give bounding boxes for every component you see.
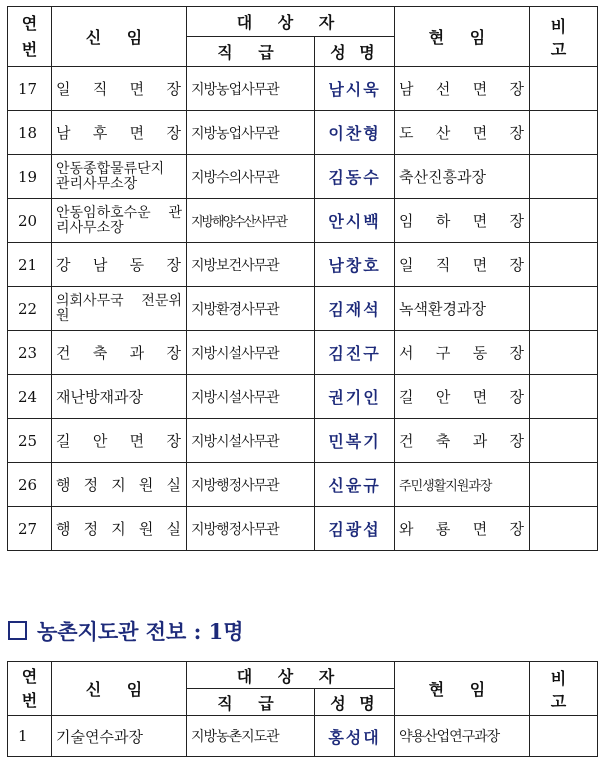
note-cell [530, 199, 598, 243]
grade-cell: 지방행정사무관 [187, 507, 315, 551]
table-row [8, 331, 598, 375]
header-seq-label: 연 번 [21, 13, 38, 59]
note-cell [530, 155, 598, 199]
new-post-cell: 강 남 동 장 [52, 243, 187, 287]
header-note: 비 고 [530, 7, 598, 67]
note-cell [530, 287, 598, 331]
name-cell: 안시백 [315, 199, 395, 243]
current-post-cell: 도 산 면 장 [395, 111, 530, 155]
current-post-cell: 약용산업연구과장 [395, 716, 530, 757]
name-cell: 남창호 [315, 243, 395, 287]
current-post-cell: 일 직 면 장 [395, 243, 530, 287]
header-note: 비 고 [530, 662, 598, 716]
current-post-cell: 와 룡 면 장 [395, 507, 530, 551]
grade-cell: 지방농촌지도관 [187, 716, 315, 757]
name-cell: 민복기 [315, 419, 395, 463]
row-number: 25 [8, 419, 52, 463]
new-post-cell: 재난방재과장 [52, 375, 187, 419]
row-number: 26 [8, 463, 52, 507]
header-seq [8, 662, 52, 716]
name-cell: 남시욱 [315, 67, 395, 111]
new-post-cell: 남 후 면 장 [52, 111, 187, 155]
name-cell: 김동수 [315, 155, 395, 199]
new-post-cell: 기술연수과장 [52, 716, 187, 757]
note-cell [530, 507, 598, 551]
current-post-cell: 건 축 과 장 [395, 419, 530, 463]
header-grade: 직 급 [187, 689, 315, 716]
table-row [8, 243, 598, 287]
current-post-cell: 임 하 면 장 [395, 199, 530, 243]
row-number: 24 [8, 375, 52, 419]
section-heading [8, 616, 244, 646]
current-post-cell: 길 안 면 장 [395, 375, 530, 419]
name-cell: 김진구 [315, 331, 395, 375]
table-row [8, 287, 598, 331]
header-current: 현 임 [395, 7, 530, 67]
header-name: 성 명 [315, 37, 395, 67]
table-row [8, 199, 598, 243]
grade-cell: 지방해양수산사무관 [187, 199, 315, 243]
current-post-cell: 주민생활지원과장 [395, 463, 530, 507]
checkbox-square-icon [8, 621, 27, 640]
row-number: 17 [8, 67, 52, 111]
new-post-cell: 일 직 면 장 [52, 67, 187, 111]
name-cell: 김재석 [315, 287, 395, 331]
row-number: 23 [8, 331, 52, 375]
table-row [8, 716, 598, 757]
new-post-cell: 건 축 과 장 [52, 331, 187, 375]
row-number: 1 [8, 716, 52, 757]
new-post-cell: 안동임하호수운 관리사무소장 [52, 199, 187, 243]
name-cell: 권기인 [315, 375, 395, 419]
name-cell: 홍성대 [315, 716, 395, 757]
header-name: 성 명 [315, 689, 395, 716]
grade-cell: 지방농업사무관 [187, 111, 315, 155]
header-new-post: 신 임 [52, 662, 187, 716]
note-cell [530, 243, 598, 287]
row-number: 22 [8, 287, 52, 331]
grade-cell: 지방환경사무관 [187, 287, 315, 331]
current-post-cell: 녹색환경과장 [395, 287, 530, 331]
grade-cell: 지방보건사무관 [187, 243, 315, 287]
section-title: 농촌지도관 전보 : 1명 [37, 619, 244, 644]
grade-cell: 지방시설사무관 [187, 331, 315, 375]
grade-cell: 지방수의사무관 [187, 155, 315, 199]
note-cell [530, 111, 598, 155]
header-target: 대 상 자 [187, 7, 395, 37]
row-number: 21 [8, 243, 52, 287]
table-row [8, 419, 598, 463]
name-cell: 김광섭 [315, 507, 395, 551]
new-post-cell: 행 정 지 원 실 [52, 507, 187, 551]
note-cell [530, 67, 598, 111]
header-current: 현 임 [395, 662, 530, 716]
new-post-cell: 의회사무국 전문위원 [52, 287, 187, 331]
grade-cell: 지방행정사무관 [187, 463, 315, 507]
row-number: 19 [8, 155, 52, 199]
grade-cell: 지방시설사무관 [187, 419, 315, 463]
note-cell [530, 375, 598, 419]
current-post-cell: 남 선 면 장 [395, 67, 530, 111]
header-seq-label: 연 번 [21, 666, 38, 710]
note-cell [530, 463, 598, 507]
table-row [8, 463, 598, 507]
personnel-table-1 [7, 6, 598, 551]
table-row [8, 155, 598, 199]
new-post-cell: 행 정 지 원 실 [52, 463, 187, 507]
grade-cell: 지방농업사무관 [187, 67, 315, 111]
table-row [8, 507, 598, 551]
note-cell [530, 331, 598, 375]
note-cell [530, 716, 598, 757]
personnel-table-2 [7, 661, 598, 757]
name-cell: 신윤규 [315, 463, 395, 507]
current-post-cell: 서 구 동 장 [395, 331, 530, 375]
name-cell: 이찬형 [315, 111, 395, 155]
new-post-cell: 안동종합물류단지 관리사무소장 [52, 155, 187, 199]
row-number: 27 [8, 507, 52, 551]
header-target: 대 상 자 [187, 662, 395, 689]
note-cell [530, 419, 598, 463]
grade-cell: 지방시설사무관 [187, 375, 315, 419]
new-post-cell: 길 안 면 장 [52, 419, 187, 463]
table-row [8, 67, 598, 111]
row-number: 20 [8, 199, 52, 243]
table-row [8, 111, 598, 155]
header-new-post: 신 임 [52, 7, 187, 67]
current-post-cell: 축산진흥과장 [395, 155, 530, 199]
row-number: 18 [8, 111, 52, 155]
table-row [8, 375, 598, 419]
header-grade: 직 급 [187, 37, 315, 67]
header-seq [8, 7, 52, 67]
